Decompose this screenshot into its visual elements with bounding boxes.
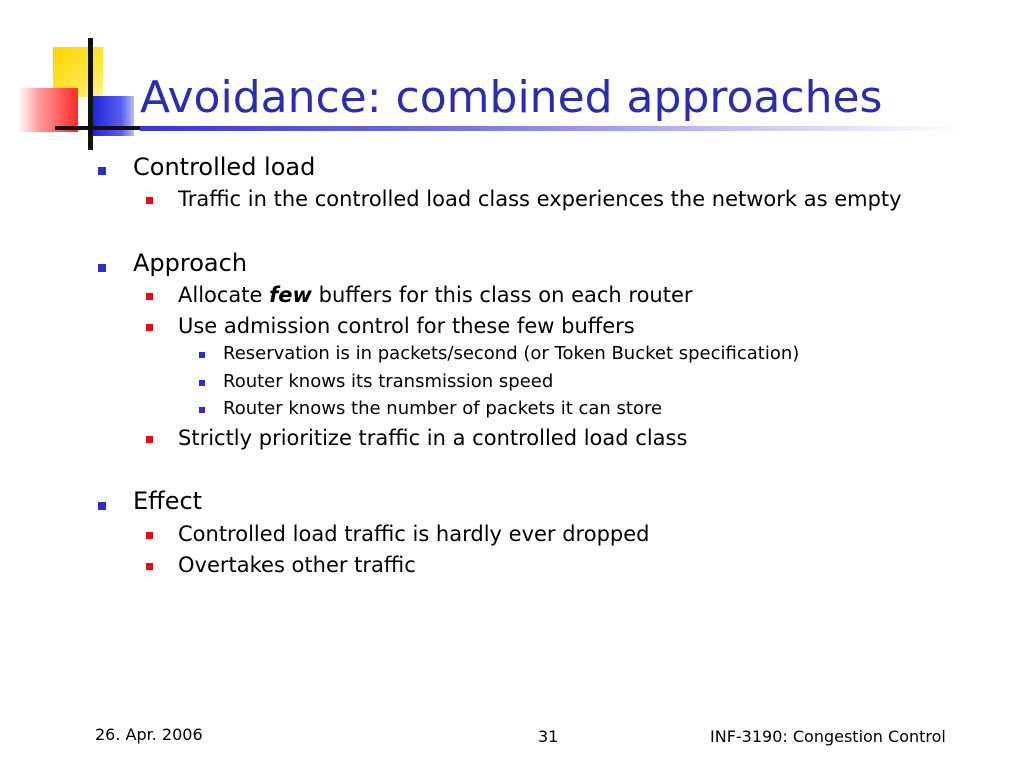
level1-bullet — [98, 502, 106, 510]
section-heading-effect: Effect — [133, 487, 203, 515]
section-heading-approach: Approach — [133, 249, 248, 277]
slide-logo-decoration — [0, 0, 150, 160]
allocate-text-post: buffers for this class on each router — [318, 283, 693, 307]
level3-bullet — [199, 352, 205, 358]
bullet-allocate-few — [178, 283, 693, 307]
logo-blue-square — [92, 96, 134, 136]
sub-bullet-reservation: Reservation is in packets/second (or Token Bucket specification) — [223, 343, 800, 364]
level2-bullet — [146, 197, 153, 204]
bullet-admission-control: Use admission control for these few buffers — [178, 314, 635, 338]
level1-bullet — [98, 167, 106, 175]
footer-page-number: 31 — [538, 727, 559, 746]
sub-bullet-packet-store: Router knows the number of packets it can store — [223, 398, 663, 419]
level2-bullet — [146, 324, 153, 331]
footer-course-title: INF-3190: Congestion Control — [710, 727, 946, 746]
bullet-traffic-empty: Traffic in the controlled load class experiences the network as empty — [178, 187, 902, 211]
bullet-hardly-dropped: Controlled load traffic is hardly ever dropped — [178, 522, 650, 546]
allocate-emphasis: few — [269, 283, 312, 307]
section-heading-controlled-load: Controlled load — [133, 153, 316, 181]
level2-bullet — [146, 436, 153, 443]
bullet-strictly-prioritize: Strictly prioritize traffic in a controlled load class — [178, 426, 688, 450]
title-underline — [140, 126, 960, 131]
level1-bullet — [98, 264, 106, 272]
level2-bullet — [146, 293, 153, 300]
footer-date: 26. Apr. 2006 — [95, 725, 203, 744]
level2-bullet — [146, 563, 153, 570]
slide-title: Avoidance: combined approaches — [140, 72, 883, 123]
level3-bullet — [199, 407, 205, 413]
level3-bullet — [199, 380, 205, 386]
bullet-overtakes-traffic: Overtakes other traffic — [178, 553, 416, 577]
logo-vertical-line — [88, 38, 93, 150]
logo-horizontal-line — [55, 126, 150, 130]
allocate-text-pre: Allocate — [178, 283, 263, 307]
sub-bullet-transmission-speed: Router knows its transmission speed — [223, 371, 554, 392]
level2-bullet — [146, 532, 153, 539]
